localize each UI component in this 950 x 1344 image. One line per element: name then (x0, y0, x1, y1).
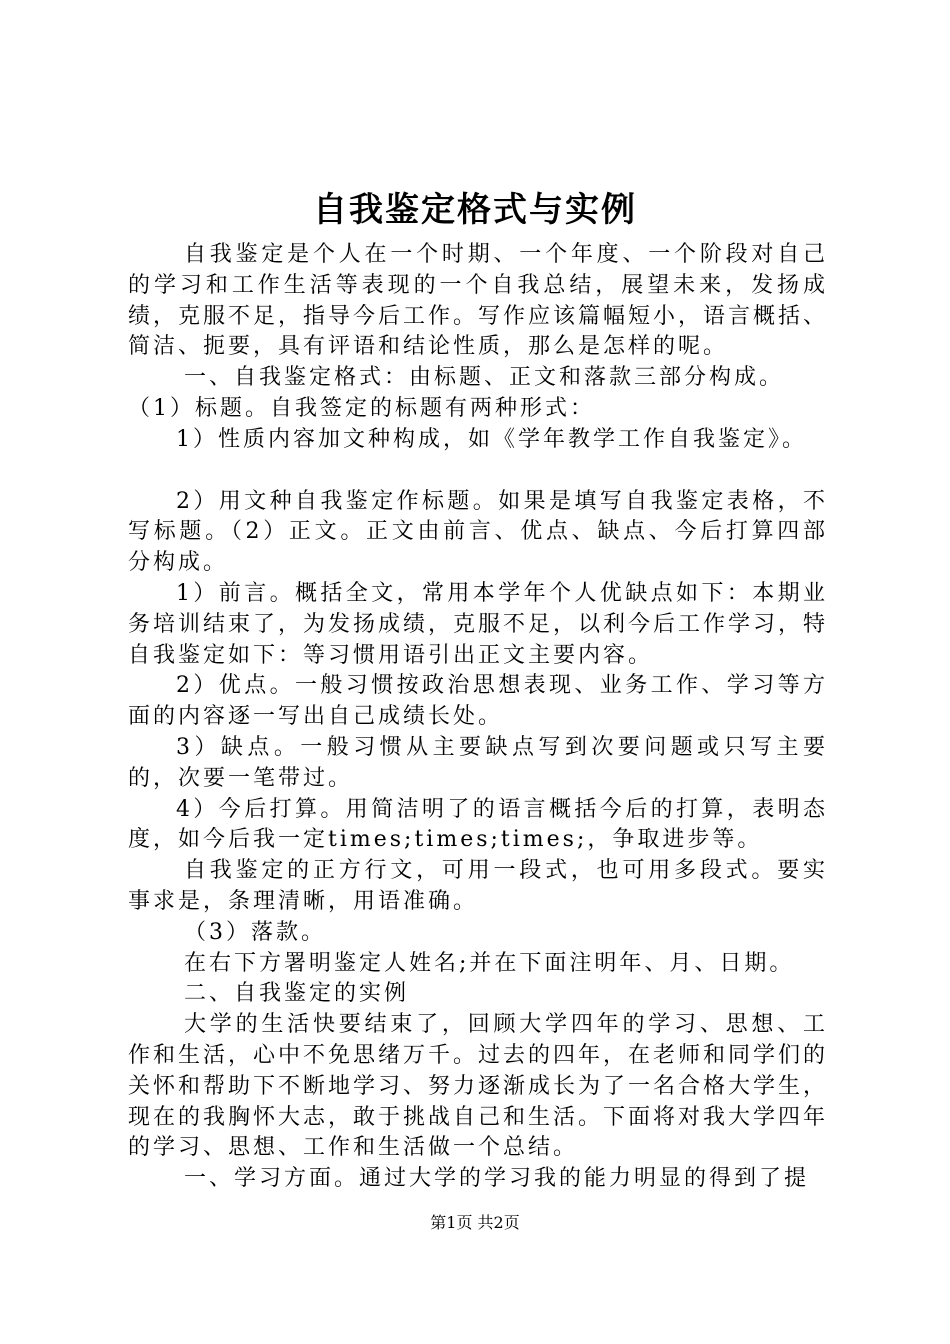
blank-line (128, 456, 828, 487)
title-form-1: 1）性质内容加文种构成，如《学年教学工作自我鉴定》。 (176, 426, 807, 452)
intro-paragraph: 自我鉴定是个人在一个时期、一个年度、一个阶段对自己的学习和工作生活等表现的一个自我总结，展望未来，发扬成绩，克服不足，指导今后工作。写作应该篇幅短小，语言概括、简洁、扼要，具有评语和结论性质，那么是怎样的呢。 (128, 242, 829, 360)
section-2-heading: 二、自我鉴定的实例 (184, 981, 410, 1007)
body-weaknesses: 3）缺点。一般习惯从主要缺点写到次要问题或只写主要的，次要一笔带过。 (128, 734, 828, 791)
title-subsection: （1）标题。自我签定的标题有两种形式： (128, 395, 595, 421)
body-strengths: 2）优点。一般习惯按政治思想表现、业务工作、学习等方面的内容逐一写出自己成绩长处。 (128, 673, 828, 730)
example-paragraph: 大学的生活快要结束了，回顾大学四年的学习、思想、工作和生活，心中不免思绪万千。过去的四年，在老师和同学们的关怀和帮助下不断地学习、努力逐渐成长为了一名合格大学生，现在的我胸怀大志，敢于挑战自己和生活。下面将对我大学四年的学习、思想、工作和生活做一个总结。 (128, 1012, 829, 1161)
document-title: 自我鉴定格式与实例 (313, 190, 637, 230)
signature-subsection: （3）落款。 (184, 919, 326, 945)
page-footer: 第1页 共2页 (430, 1213, 520, 1232)
body-future-plans: 4）今后打算。用简洁明了的语言概括今后的打算，表明态度，如今后我一定times;times;times;，争取进步等。 (128, 796, 828, 853)
body-preface: 1）前言。概括全文，常用本学年个人优缺点如下：本期业务培训结束了，为发扬成绩，克服不足，以利今后工作学习，特自我鉴定如下：等习惯用语引出正文主要内容。 (128, 580, 829, 668)
title-form-2-and-body-intro: 2）用文种自我鉴定作标题。如果是填写自我鉴定表格，不写标题。（2）正文。正文由前言、优点、缺点、今后打算四部分构成。 (128, 488, 828, 576)
document-body (128, 240, 828, 1195)
example-study-paragraph: 一、学习方面。通过大学的学习我的能力明显的得到了提 (184, 1166, 810, 1192)
body-style-note: 自我鉴定的正方行文，可用一段式，也可用多段式。要实事求是，条理清晰，用语准确。 (128, 858, 828, 914)
signature-instruction: 在右下方署明鉴定人姓名;并在下面注明年、月、日期。 (184, 950, 795, 976)
section-1-heading: 一、自我鉴定格式：由标题、正文和落款三部分构成。 (184, 365, 785, 391)
